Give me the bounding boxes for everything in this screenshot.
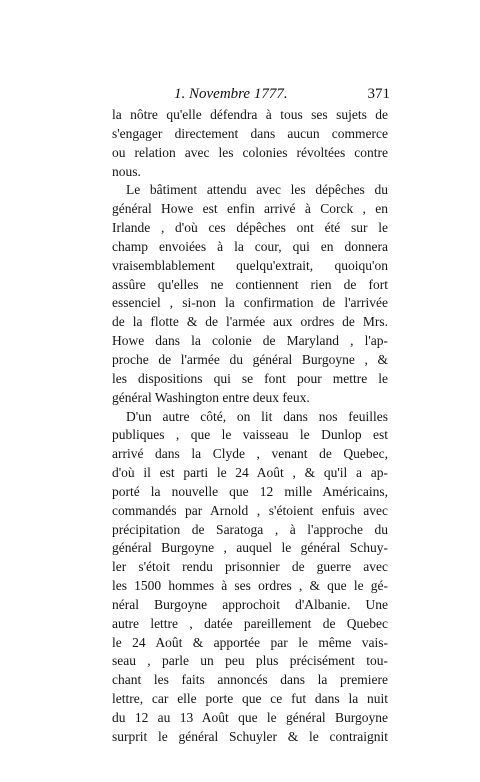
text-line: lettre, car elle porte que ce fut dans la nuit <box>112 691 388 707</box>
text-line: les 1500 hommes à ses ordres , & que le gé- <box>112 578 388 594</box>
text-line: porté la nouvelle que 12 mille Américains, <box>112 483 388 499</box>
text-line: chant les faits annoncés dans la premiere <box>112 672 388 688</box>
text-line: seau , parle un peu plus précisément tou- <box>112 653 388 669</box>
page-number: 371 <box>367 86 390 102</box>
text-line: commandés par Arnold , s'étoient enfuis avec <box>112 502 388 518</box>
text-line: s'engager directement dans aucun commerce <box>112 125 388 141</box>
text-line: précipitation de Saratoga , à l'approche du <box>112 521 388 537</box>
running-head: 1. Novembre 1777. <box>174 86 288 102</box>
text-line: la nôtre qu'elle défendra à tous ses sujets de <box>112 107 388 122</box>
text-line: de la flotte & de l'armée aux ordres de Mrs. <box>112 314 388 330</box>
text-line: d'où il est parti le 24 Août , & qu'il a ap- <box>112 465 388 481</box>
text-line: néral Burgoyne approchoit d'Albanie. Une <box>112 596 388 612</box>
text-line: assûre qu'elles ne contiennent rien de fort <box>112 276 388 292</box>
text-line: vraisemblablement quelqu'extrait, quoiqu'on <box>112 257 388 273</box>
text-line: champ envoiées à la cour, qui en donnera <box>112 238 388 254</box>
text-line: nous. <box>112 163 141 179</box>
text-line: essenciel , si-non la confirmation de l'arrivée <box>112 295 388 311</box>
text-line: D'un autre côté, on lit dans nos feuilles <box>126 408 388 424</box>
text-line: ou relation avec les colonies révoltées contre <box>112 144 388 160</box>
text-line: Irlande , d'où ces dépêches ont été sur le <box>112 220 388 236</box>
text-line: publiques , que le vaisseau le Dunlop est <box>112 427 388 443</box>
text-line: du 12 au 13 Août que le général Burgoyne <box>112 710 388 725</box>
text-line: général Howe est enfin arrivé à Corck , en <box>112 201 388 217</box>
text-line: proche de l'armée du général Burgoyne , & <box>112 351 388 367</box>
text-line: ler s'étoit rendu prisonnier de guerre avec <box>112 559 388 575</box>
text-line: Howe dans la colonie de Maryland , l'ap- <box>112 333 388 349</box>
text-line: général Burgoyne , auquel le général Schuy- <box>112 540 388 556</box>
text-line: arrivé dans la Clyde , venant de Quebec, <box>112 446 388 462</box>
text-line: le 24 Août & apportée par le même vais- <box>112 634 388 650</box>
text-line: les dispositions qui se font pour mettre le <box>112 370 388 386</box>
page-header <box>174 86 390 106</box>
text-line: autre lettre , datée pareillement de Quebec <box>112 615 388 631</box>
text-line: Le bâtiment attendu avec les dépêches du <box>126 182 388 198</box>
text-line: général Washington entre deux feux. <box>112 389 310 405</box>
body-text <box>112 106 388 747</box>
text-line: surprit le général Schuyler & le contraignit <box>112 728 388 744</box>
